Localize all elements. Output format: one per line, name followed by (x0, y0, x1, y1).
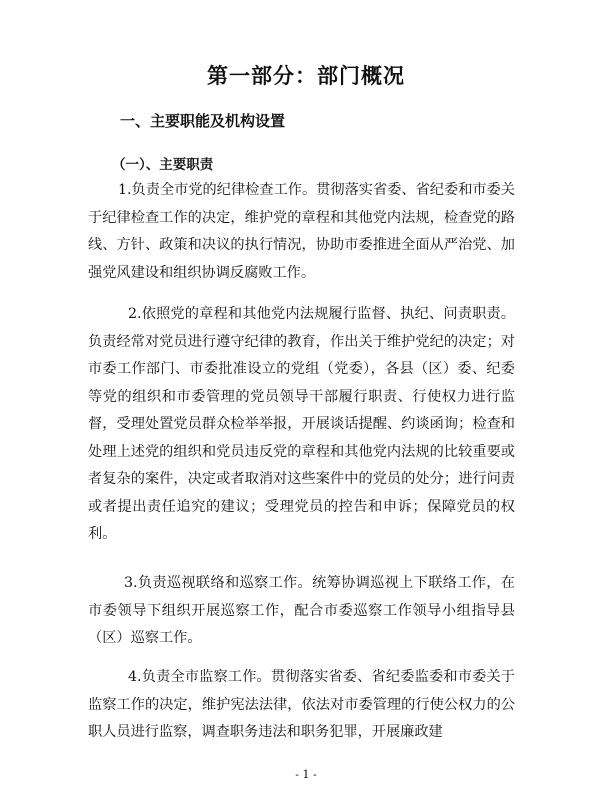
paragraph-duty-4: 4.负责全市监察工作。贯彻落实省委、省纪委监委和市委关于监察工作的决定，维护宪法法律，依法对市委管理的行使公权力的公职人员进行监察，调查职务违法和职务犯罪，开展廉政建 (88, 669, 515, 740)
paragraph-duty-3: 3.负责巡视联络和巡察工作。统筹协调巡视上下联络工作，在市委领导下组织开展巡察工作，配合市委巡察工作领导小组指导县（区）巡察工作。 (88, 575, 515, 646)
page-title: 第一部分：部门概况 (207, 64, 405, 88)
paragraph-duty-1: 1.负责全市党的纪律检查工作。贯彻落实省委、省纪委和市委关于纪律检查工作的决定，维护党的章程和其他党内法规，检查党的路线、方针、政策和决议的执行情况，协助市委推进全面从严治党、加强党风建设和组织协调反腐败工作。 (88, 182, 515, 281)
section-heading: 一、主要职能及机构设置 (120, 112, 286, 130)
subheading: （一）、主要职责 (112, 157, 214, 173)
paragraph-duty-2: 2.依照党的章程和其他党内法规履行监督、执纪、问责职责。负责经常对党员进行遵守纪律的教育，作出关于维护党纪的决定；对市委工作部门、市委批准设立的党组（党委），各县（区）委、纪委等党的组织和市委管理的党员领导干部履行职责、行使权力进行监督，受理处置党员群众检举举报，开展谈话提醒、约谈函询；检查和处理上述党的组织和党员违反党的章程和其他党内法规的比较重要或者复杂的案件，决定或者取消对这些案件中的党员的处分；进行问责或者提出责任追究的建议；受理党员的控告和申诉；保障党员的权利。 (88, 306, 515, 542)
page-number: - 1 - (295, 768, 317, 781)
